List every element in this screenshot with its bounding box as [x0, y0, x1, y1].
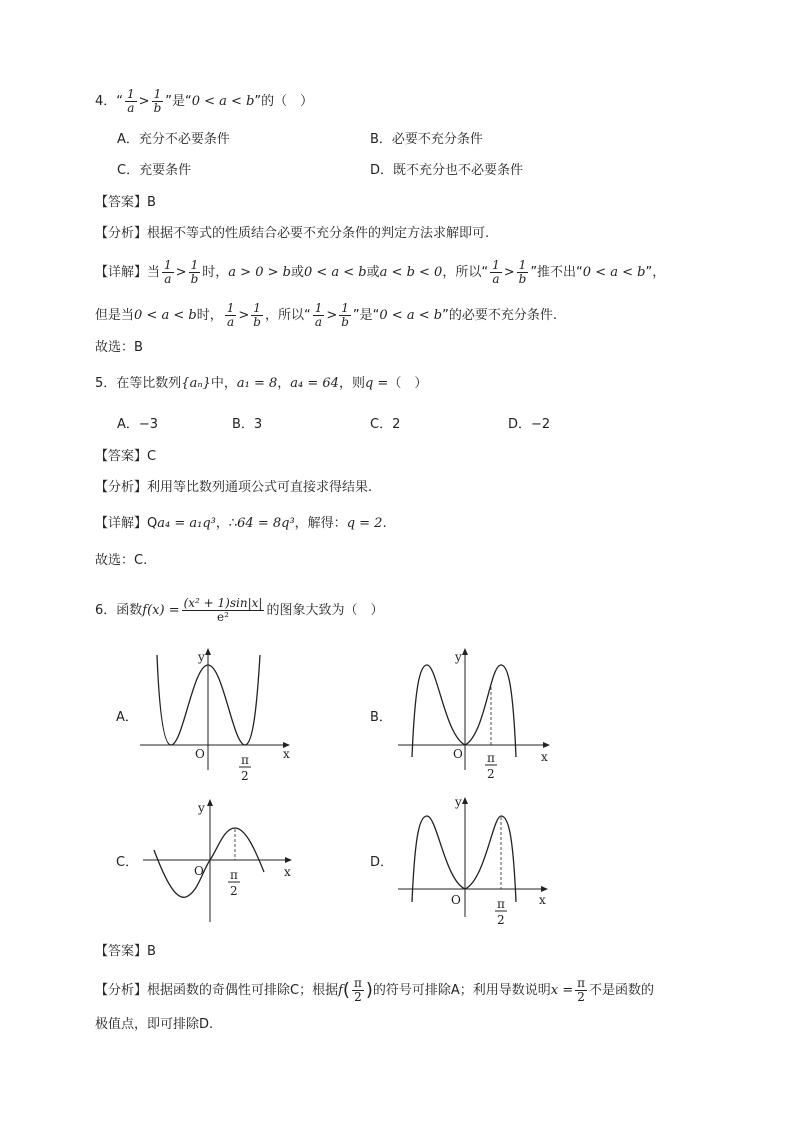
two-label: 2: [497, 913, 505, 927]
graph-b-label: B．: [370, 710, 392, 725]
x-axis-arrow-icon: [543, 742, 550, 748]
y-label: y: [198, 650, 205, 664]
graph-d: [395, 792, 560, 932]
q5-stem: 5．在等比数列{aₙ}中，a₁ = 8，a₄ = 64，则q =（ ）: [95, 376, 428, 391]
y-axis-arrow-icon: [462, 648, 468, 655]
graph-d-label: D．: [370, 855, 394, 870]
y-axis-arrow-icon: [207, 799, 213, 806]
graph-a: [135, 645, 300, 785]
y-axis-arrow-icon: [462, 797, 468, 804]
q4-detail-line1: 【详解】当 $\frac{1}{a}$ > $\frac{1}{b}$ 时，a > 0 > b或0 < a < b或a < b < 0，所以“ $\frac{1}{a}$ > $\frac{1}{b}$ ”推不出“0 < a < b”，: [95, 258, 666, 286]
pi-label: π: [497, 897, 505, 911]
q4-analysis: 【分析】根据不等式的性质结合必要不充分条件的判定方法求解即可.: [95, 226, 490, 241]
pi-label: π: [487, 751, 495, 765]
x-label: x: [284, 865, 291, 879]
q4-option-d: D．既不充分也不必要条件: [370, 163, 524, 178]
fraction-1-over-b: $\frac{1}{b}$: [153, 87, 162, 115]
q5-detail: 【详解】Qa₄ = a₁q³，∴64 = 8q³，解得：q = 2.: [95, 516, 387, 531]
graph-b-curve: [412, 665, 516, 757]
q5-choose: 故选：C.: [95, 553, 148, 568]
q6-analysis-line2: 极值点，即可排除D.: [95, 1017, 214, 1032]
x-label: x: [539, 893, 546, 907]
x-axis-arrow-icon: [285, 857, 292, 863]
graph-b: [395, 645, 560, 785]
q4-option-b: B．必要不充分条件: [370, 132, 483, 147]
q5-option-d: D．−2: [508, 417, 551, 432]
pi-label: π: [241, 753, 249, 767]
q4-option-c: C．充要条件: [117, 163, 192, 178]
origin-label: O: [194, 864, 204, 878]
y-label: y: [455, 650, 462, 664]
q4-option-a: A．充分不必要条件: [117, 132, 230, 147]
q4-answer: 【答案】B: [95, 195, 156, 210]
q5-answer: 【答案】C: [95, 449, 157, 464]
y-label: y: [198, 801, 205, 815]
y-axis-arrow-icon: [205, 648, 211, 655]
q5-option-c: C．2: [370, 417, 401, 432]
x-label: x: [283, 747, 290, 761]
q6-stem: 6．函数f(x) = $\frac{\text{(x² + 1)sin|x|}}{\text{e²}}$ 的图象大致为（ ）: [95, 596, 384, 624]
y-label: y: [455, 795, 462, 809]
origin-label: O: [451, 893, 461, 907]
graph-c: [140, 792, 305, 932]
q4-detail-line2: 但是当0 < a < b时， $\frac{1}{a}$ > $\frac{1}{b}$ ，所以“ $\frac{1}{a}$ > $\frac{1}{b}$ ”是“0 < a < b”的必要不充分条件.: [95, 301, 557, 329]
two-label: 2: [487, 767, 495, 781]
x-label: x: [541, 750, 548, 764]
q6-analysis-line1: 【分析】根据函数的奇偶性可排除C；根据f( $\frac{\pi}{2}$ )的符号可排除A；利用导数说明x = $\frac{\pi}{2}$ 不是函数的: [95, 976, 655, 1004]
two-label: 2: [241, 769, 249, 783]
q5-option-a: A．−3: [117, 417, 159, 432]
function-fraction: $\frac{\text{(x² + 1)sin|x|}}{\text{e²}}$: [183, 596, 263, 624]
q6-answer: 【答案】B: [95, 944, 156, 959]
two-label: 2: [230, 884, 238, 898]
fraction-1-over-a: $\frac{1}{a}$: [127, 87, 135, 115]
graph-c-curve: [154, 828, 264, 897]
origin-label: O: [195, 747, 205, 761]
q5-analysis: 【分析】利用等比数列通项公式可直接求得结果.: [95, 480, 373, 495]
graph-a-label: A．: [116, 710, 138, 725]
q5-option-b: B．3: [232, 417, 263, 432]
pi-label: π: [230, 868, 238, 882]
origin-label: O: [453, 747, 463, 761]
q4-choose: 故选：B: [95, 340, 143, 355]
graph-c-label: C．: [116, 855, 139, 870]
q4-stem: 4．“ $\frac{1}{a}$ > $\frac{1}{b}$ ”是“0 < a < b”的（ ）: [95, 87, 314, 115]
x-axis-arrow-icon: [541, 886, 548, 892]
